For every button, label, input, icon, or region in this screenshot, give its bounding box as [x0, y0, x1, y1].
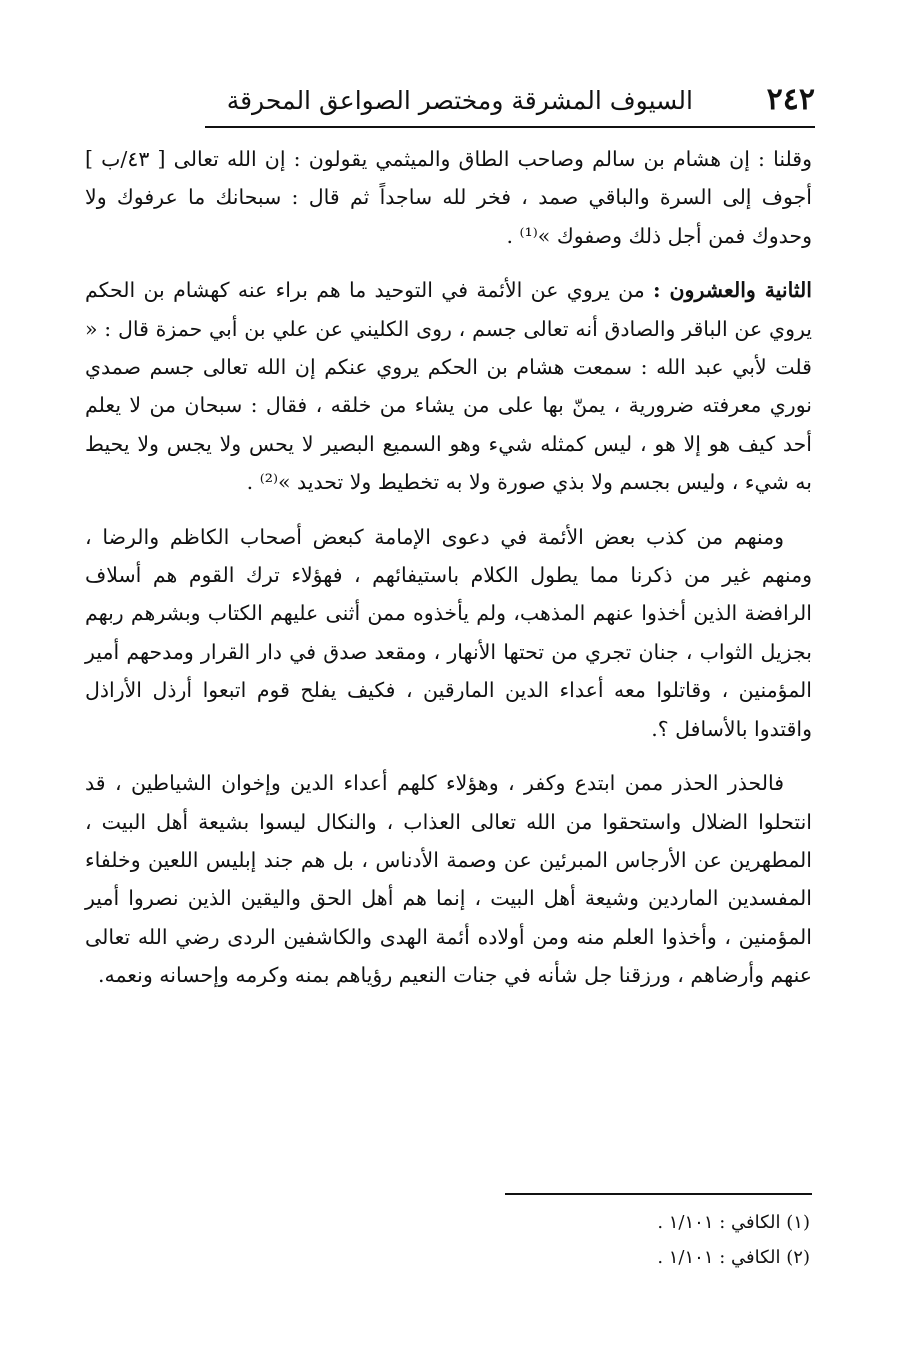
paragraph-3 [85, 518, 812, 748]
page-header [205, 78, 815, 128]
footnote-1: (١) الكافي : ١/١٠١ . [657, 1212, 810, 1233]
paragraph-text: من يروي عن الأئمة في التوحيد ما هم براء عنه كهشام بن الحكم يروي عن الباقر والصادق أنه تعالى جسم ، روى الكليني عن علي بن أبي حمزة قال : « قلت لأبي عبد الله : سمعت هشام بن الحكم يروي عنكم إن الله تعالى جسم صمدي نوري معرفته ضرورية ، يمنّ بها على من يشاء من خلقه ، فقال : سبحان من لا يعلم أحد كيف هو إلا هو ، ليس كمثله شيء وهو السميع البصير لا يحس ولا يجس ولا يحيط به شيء ، وليس بجسم ولا بذي صورة ولا به تخطيط ولا تحديد »⁽²⁾ . [85, 278, 812, 495]
paragraph-text: ومنهم من كذب بعض الأئمة في دعوى الإمامة كبعض أصحاب الكاظم والرضا ، ومنهم غير من ذكرنا مما يطول الكلام باستيفائهم ، فهؤلاء ترك القوم هم أسلاف الرافضة الذين أخذوا عنهم المذهب، ولم يأخذوه ممن أثنى عليهم الكتاب وبشرهم ربهم بجزيل الثواب ، جنان تجري من تحتها الأنهار ، ومقعد صدق في دار القرار ومدحهم أمير المؤمنين ، وقاتلوا معه أعداء الدين المارقين ، فكيف يفلح قوم اتبعوا أرذل الأراذل واقتدوا بالأسافل ؟. [85, 524, 812, 741]
running-title: السيوف المشرقة ومختصر الصواعق المحرقة [226, 86, 693, 115]
paragraph-1 [85, 140, 812, 255]
paragraph-2 [85, 271, 812, 501]
main-text [85, 140, 812, 1011]
footnote-divider [505, 1193, 812, 1195]
paragraph-text: فالحذر الحذر ممن ابتدع وكفر ، وهؤلاء كلهم أعداء الدين وإخوان الشياطين ، قد انتحلوا الضلال واستحقوا من الله تعالى العذاب ، والنكال ليسوا بشيعة أهل البيت ، المطهرين عن الأرجاس المبرئين عن وصمة الأدناس ، بل هم جند إبليس اللعين وخلفاء المفسدين الماردين وشيعة أهل البيت ، إنما هم أهل الحق واليقين الذين نصروا أمير المؤمنين ، وأخذوا العلم منه ومن أولاده أئمة الهدى والكاشفين الردى رضي الله تعالى عنهم وأرضاهم ، ورزقنا جل شأنه في جنات النعيم رؤياهم بمنه وكرمه وإحسانه ونعمه. [85, 771, 812, 988]
page-number: ٢٤٢ [766, 82, 815, 117]
paragraph-lead: الثانية والعشرون : [653, 278, 812, 303]
footnotes [400, 1205, 810, 1275]
paragraph-text: وقلنا : إن هشام بن سالم وصاحب الطاق والميثمي يقولون : إن الله تعالى [ ٤٣/ب ] أجوف إلى السرة والباقي صمد ، فخر لله ساجداً ثم قال : سبحانك ما عرفوك ولا وحدوك فمن أجل ذلك وصفوك »⁽¹⁾ . [85, 147, 812, 248]
paragraph-4 [85, 764, 812, 994]
footnote-2: (٢) الكافي : ١/١٠١ . [657, 1247, 810, 1268]
